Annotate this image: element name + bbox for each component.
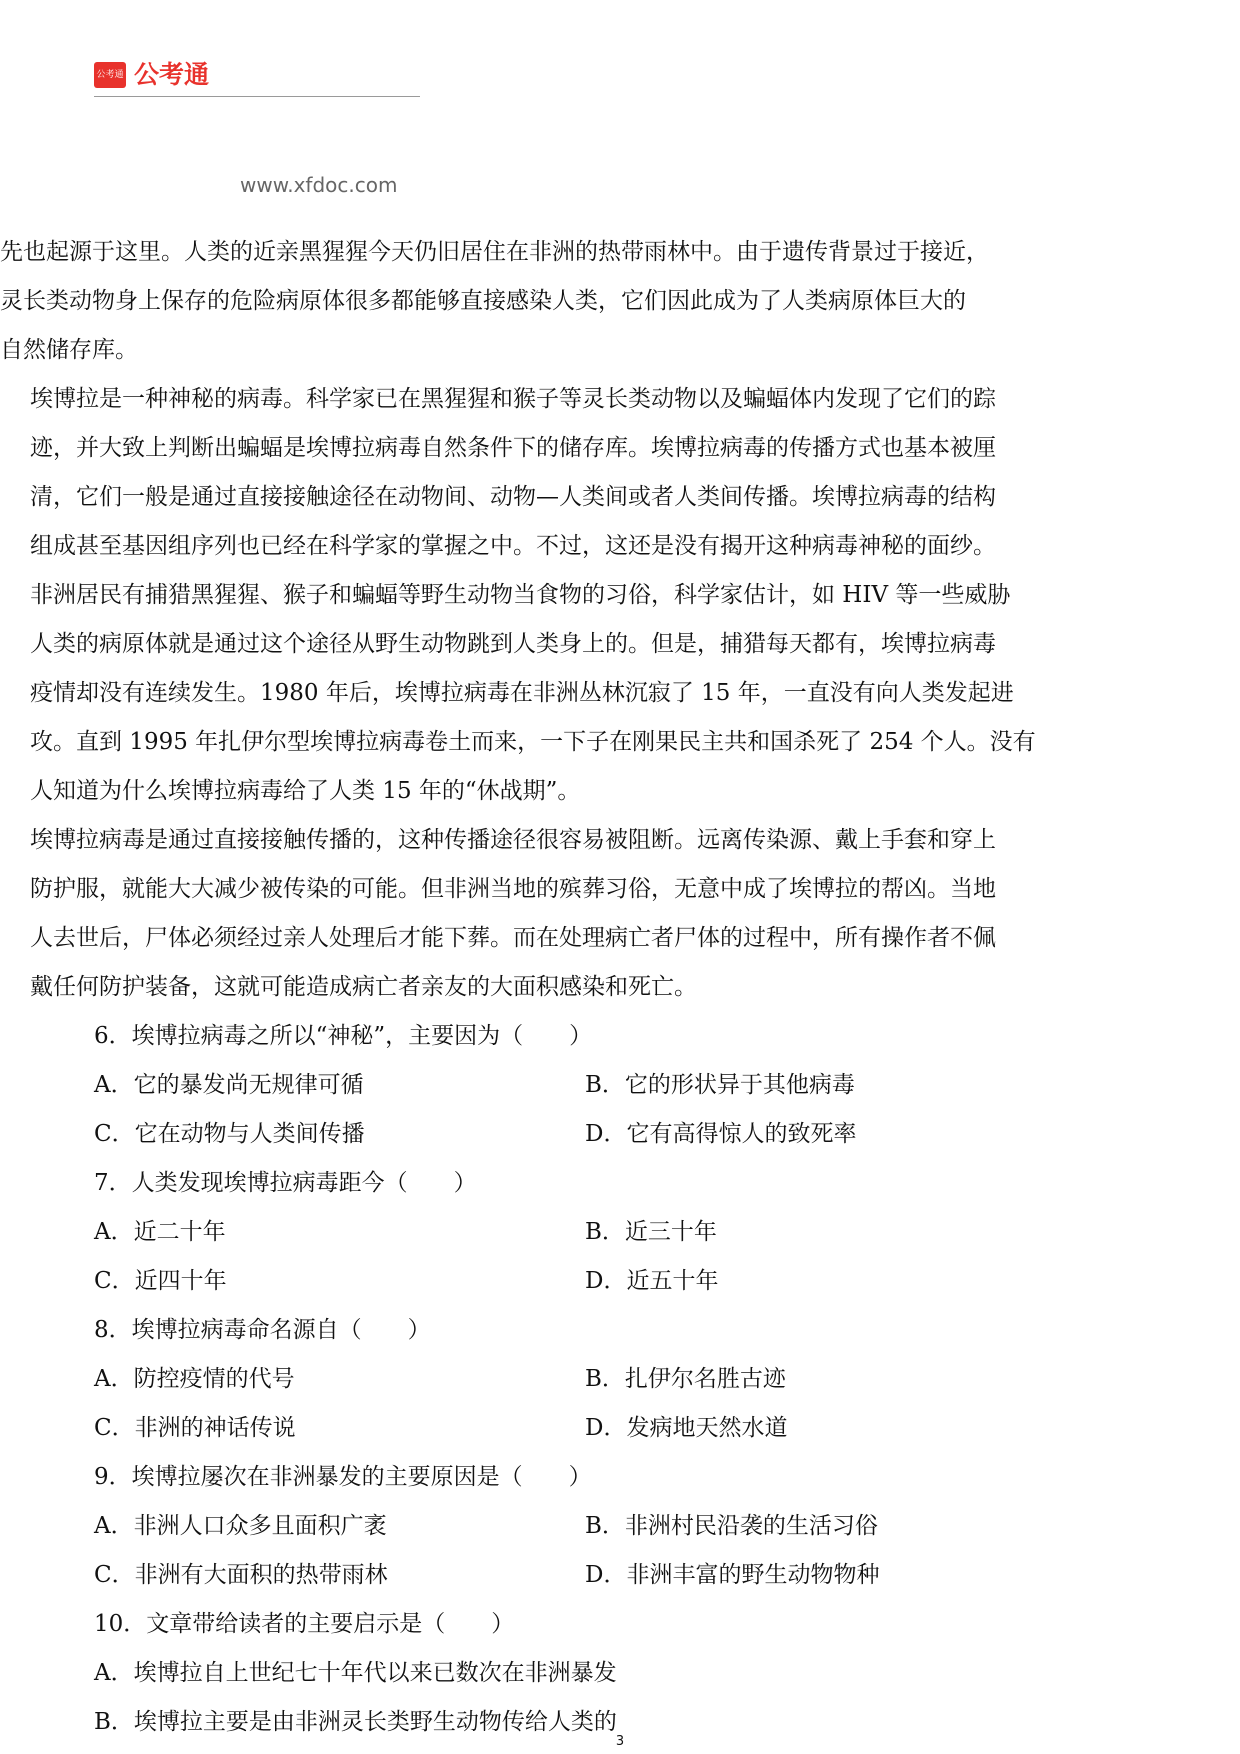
answer-option: A．近二十年 (94, 1219, 226, 1245)
option-row (0, 1404, 1130, 1453)
option-row (0, 1061, 1130, 1110)
paragraph-line: 灵长类动物身上保存的危险病原体很多都能够直接感染人类，它们因此成为了人类病原体巨大的 (0, 288, 966, 314)
paragraph-line: 非洲居民有捕猎黑猩猩、猴子和蝙蝠等野生动物当食物的习俗，科学家估计，如 HIV 等一些威胁 (30, 582, 1011, 608)
site-url: www.xfdoc.com (240, 173, 398, 197)
answer-option: C．非洲的神话传说 (94, 1415, 296, 1441)
question-stem: 7．人类发现埃博拉病毒距今（ ） (94, 1170, 477, 1196)
option-row (0, 1355, 1130, 1404)
answer-option: C．近四十年 (94, 1268, 227, 1294)
question (0, 1600, 1130, 1747)
paragraph-line: 组成甚至基因组序列也已经在科学家的掌握之中。不过，这还是没有揭开这种病毒神秘的面纱。 (30, 533, 996, 559)
answer-option: D．发病地天然水道 (585, 1415, 788, 1441)
paragraph (0, 228, 1130, 375)
question (0, 1306, 1130, 1453)
question (0, 1159, 1130, 1306)
paragraph-line: 戴任何防护装备，这就可能造成病亡者亲友的大面积感染和死亡。 (30, 974, 697, 1000)
answer-option: C．非洲有大面积的热带雨林 (94, 1562, 388, 1588)
answer-option: A．埃博拉自上世纪七十年代以来已数次在非洲暴发 (94, 1660, 617, 1686)
question-stem: 6．埃博拉病毒之所以“神秘”，主要因为（ ） (94, 1023, 593, 1049)
paragraph-line: 人去世后，尸体必须经过亲人处理后才能下葬。而在处理病亡者尸体的过程中，所有操作者不佩 (30, 925, 996, 951)
document-body (0, 228, 1130, 1747)
paragraph-line: 自然储存库。 (0, 337, 138, 363)
option-row (0, 1110, 1130, 1159)
question-stem: 8．埃博拉病毒命名源自（ ） (94, 1317, 431, 1343)
answer-option: D．非洲丰富的野生动物物种 (585, 1562, 880, 1588)
option-row (0, 1502, 1130, 1551)
question-stem: 10．文章带给读者的主要启示是（ ） (94, 1611, 515, 1637)
answer-option: B．近三十年 (585, 1219, 717, 1245)
page-header (94, 60, 420, 98)
paragraph-line: 迹，并大致上判断出蝙蝠是埃博拉病毒自然条件下的储存库。埃博拉病毒的传播方式也基本被厘 (30, 435, 996, 461)
paragraph (0, 816, 1130, 1012)
question (0, 1012, 1130, 1159)
logo-text: 公考通 (134, 60, 210, 89)
paragraph-line: 防护服，就能大大减少被传染的可能。但非洲当地的殡葬习俗，无意中成了埃博拉的帮凶。当地 (30, 876, 996, 902)
option-row (0, 1551, 1130, 1600)
paragraph-line: 清，它们一般是通过直接接触途径在动物间、动物—人类间或者人类间传播。埃博拉病毒的结构 (30, 484, 996, 510)
option-row (0, 1649, 1130, 1698)
paragraph-line: 埃博拉是一种神秘的病毒。科学家已在黑猩猩和猴子等灵长类动物以及蝙蝠体内发现了它们的踪 (30, 386, 996, 412)
paragraph (0, 571, 1130, 816)
answer-option: A．它的暴发尚无规律可循 (94, 1072, 364, 1098)
option-row (0, 1208, 1130, 1257)
answer-option: A．非洲人口众多且面积广袤 (94, 1513, 387, 1539)
paragraph-line: 埃博拉病毒是通过直接接触传播的，这种传播途径很容易被阻断。远离传染源、戴上手套和穿上 (30, 827, 996, 853)
header-divider (94, 96, 420, 97)
question (0, 1453, 1130, 1600)
answer-option: D．它有高得惊人的致死率 (585, 1121, 857, 1147)
paragraph-line: 人知道为什么埃博拉病毒给了人类 15 年的“休战期”。 (30, 778, 581, 804)
option-row (0, 1257, 1130, 1306)
paragraph-line: 疫情却没有连续发生。1980 年后，埃博拉病毒在非洲丛林沉寂了 15 年，一直没有向人类发起进 (30, 680, 1014, 706)
paragraph (0, 375, 1130, 571)
question-stem: 9．埃博拉屡次在非洲暴发的主要原因是（ ） (94, 1464, 592, 1490)
answer-option: A．防控疫情的代号 (94, 1366, 295, 1392)
answer-option: B．它的形状异于其他病毒 (585, 1072, 855, 1098)
answer-option: B．非洲村民沿袭的生活习俗 (585, 1513, 878, 1539)
answer-option: B．埃博拉主要是由非洲灵长类野生动物传给人类的 (94, 1709, 617, 1735)
answer-option: C．它在动物与人类间传播 (94, 1121, 365, 1147)
paragraph-line: 人类的病原体就是通过这个途径从野生动物跳到人类身上的。但是，捕猎每天都有，埃博拉病毒 (30, 631, 996, 657)
page-number: 3 (615, 1734, 625, 1749)
answer-option: B．扎伊尔名胜古迹 (585, 1366, 786, 1392)
paragraph-line: 攻。直到 1995 年扎伊尔型埃博拉病毒卷土而来，一下子在刚果民主共和国杀死了 254 个人。没有 (30, 729, 1036, 755)
paragraph-line: 先也起源于这里。人类的近亲黑猩猩今天仍旧居住在非洲的热带雨林中。由于遗传背景过于接近， (0, 239, 989, 265)
logo-badge: 公考通 (94, 62, 126, 88)
answer-option: D．近五十年 (585, 1268, 719, 1294)
